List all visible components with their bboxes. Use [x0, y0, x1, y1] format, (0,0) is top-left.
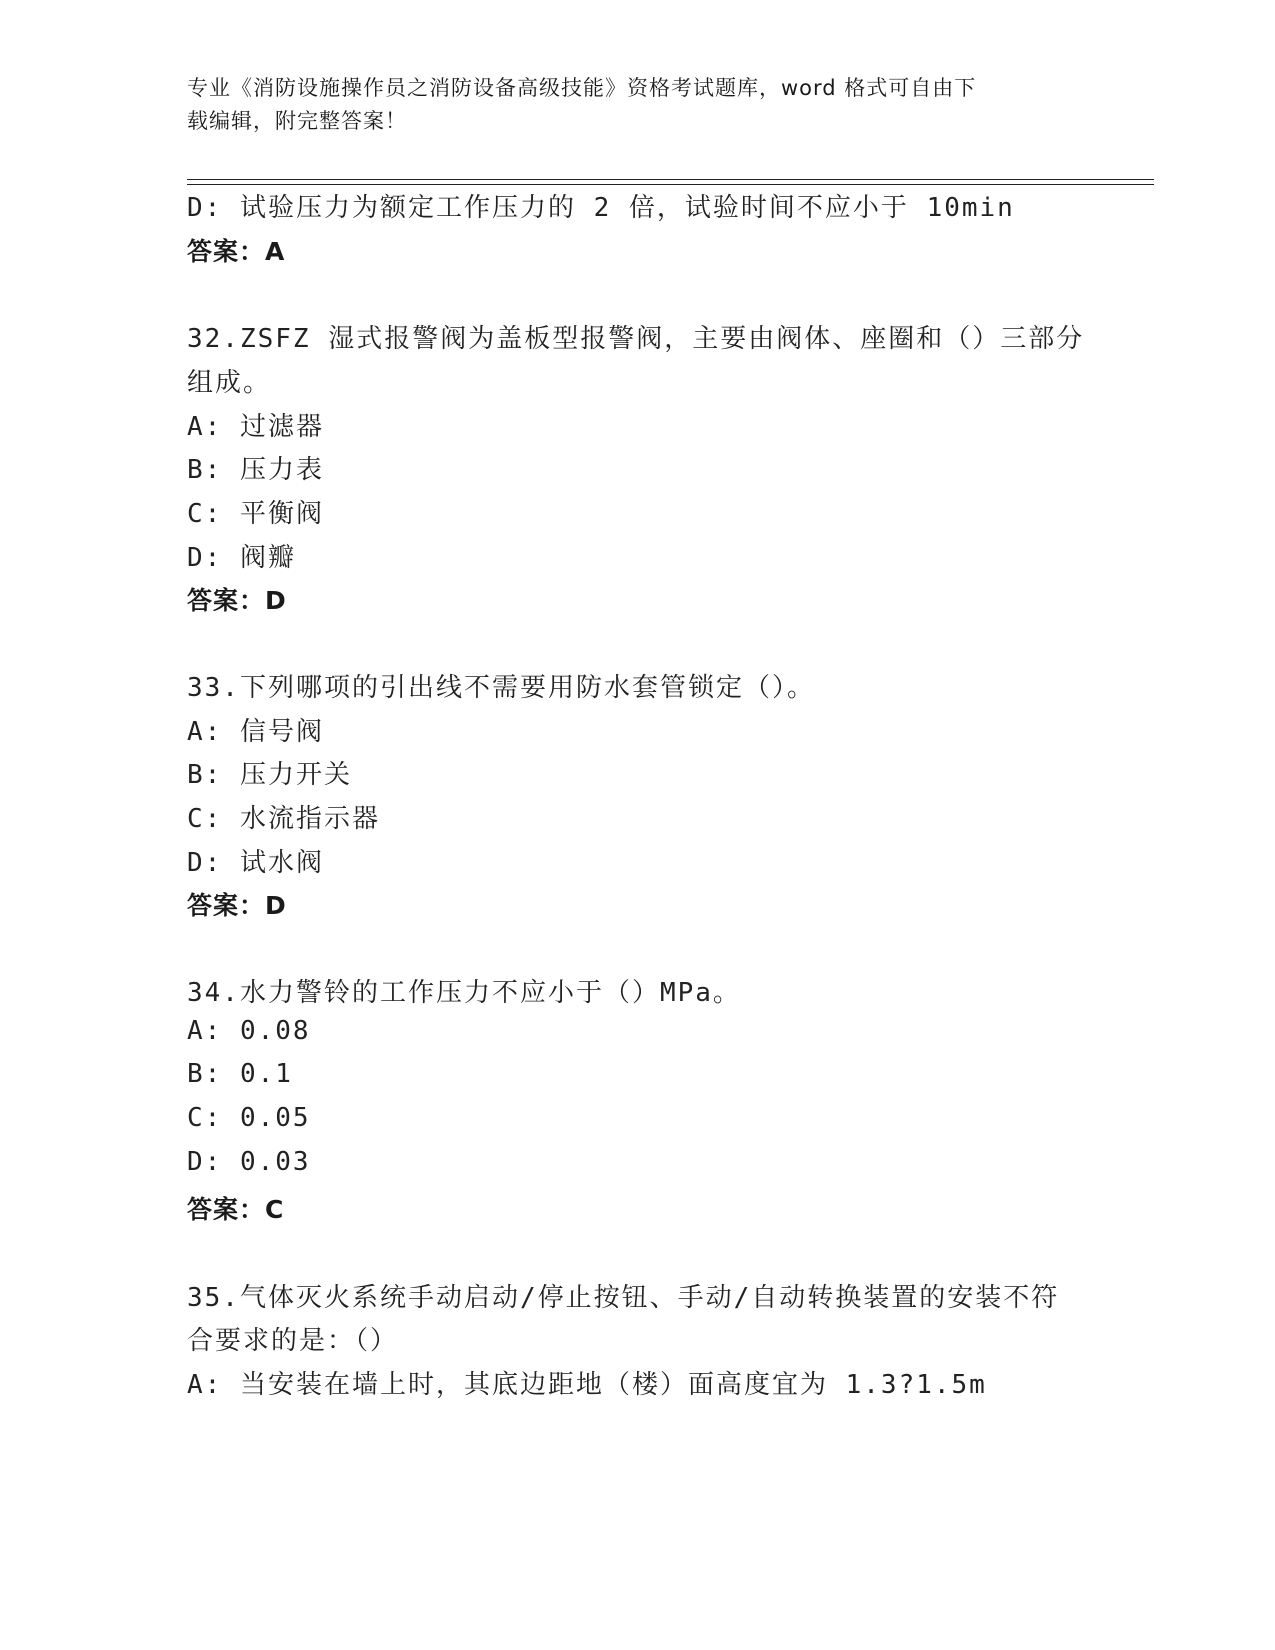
- q33-answer: 答案：D: [187, 891, 287, 920]
- q33-option-a: A: 信号阀: [187, 717, 324, 747]
- q32-option-a: A: 过滤器: [187, 412, 324, 442]
- q31-option-d: D: 试验压力为额定工作压力的 2 倍，试验时间不应小于 10min: [187, 193, 1015, 223]
- q32-option-b: B: 压力表: [187, 455, 324, 485]
- q32-answer: 答案：D: [187, 586, 287, 615]
- q34-option-b: B: 0.1: [187, 1059, 293, 1089]
- header-line-2: 载编辑，附完整答案！: [187, 109, 407, 133]
- q33-stem-line-1: 33.下列哪项的引出线不需要用防水套管锁定（）。: [187, 673, 815, 703]
- q32-stem-line-1: 32.ZSFZ 湿式报警阀为盖板型报警阀，主要由阀体、座圈和（）三部分: [187, 324, 1085, 354]
- q32-option-d: D: 阀瓣: [187, 543, 296, 573]
- q31-answer: 答案：A: [187, 237, 286, 266]
- q34-option-c: C: 0.05: [187, 1103, 311, 1133]
- header-divider-top: [187, 179, 1154, 180]
- document-header: [187, 72, 1067, 138]
- q34-option-d: D: 0.03: [187, 1147, 311, 1177]
- q33-option-c: C: 水流指示器: [187, 804, 380, 834]
- q32-option-c: C: 平衡阀: [187, 499, 324, 529]
- q33-option-b: B: 压力开关: [187, 760, 352, 790]
- q35-stem-line-1: 35.气体灭火系统手动启动/停止按钮、手动/自动转换装置的安装不符: [187, 1283, 1060, 1313]
- q33-option-d: D: 试水阀: [187, 848, 324, 878]
- q34-stem-line-1: 34.水力警铃的工作压力不应小于（）MPa。: [187, 978, 741, 1008]
- q34-option-a: A: 0.08: [187, 1016, 311, 1046]
- q35-stem-line-2: 合要求的是：（）: [187, 1326, 399, 1356]
- q34-answer: 答案：C: [187, 1195, 285, 1224]
- q35-option-a: A: 当安装在墙上时，其底边距地（楼）面高度宜为 1.3?1.5m: [187, 1370, 987, 1400]
- header-line-1: 专业《消防设施操作员之消防设备高级技能》资格考试题库，word 格式可自由下: [187, 76, 977, 100]
- header-divider-bottom: [187, 184, 1154, 185]
- q32-stem-line-2: 组成。: [187, 368, 272, 398]
